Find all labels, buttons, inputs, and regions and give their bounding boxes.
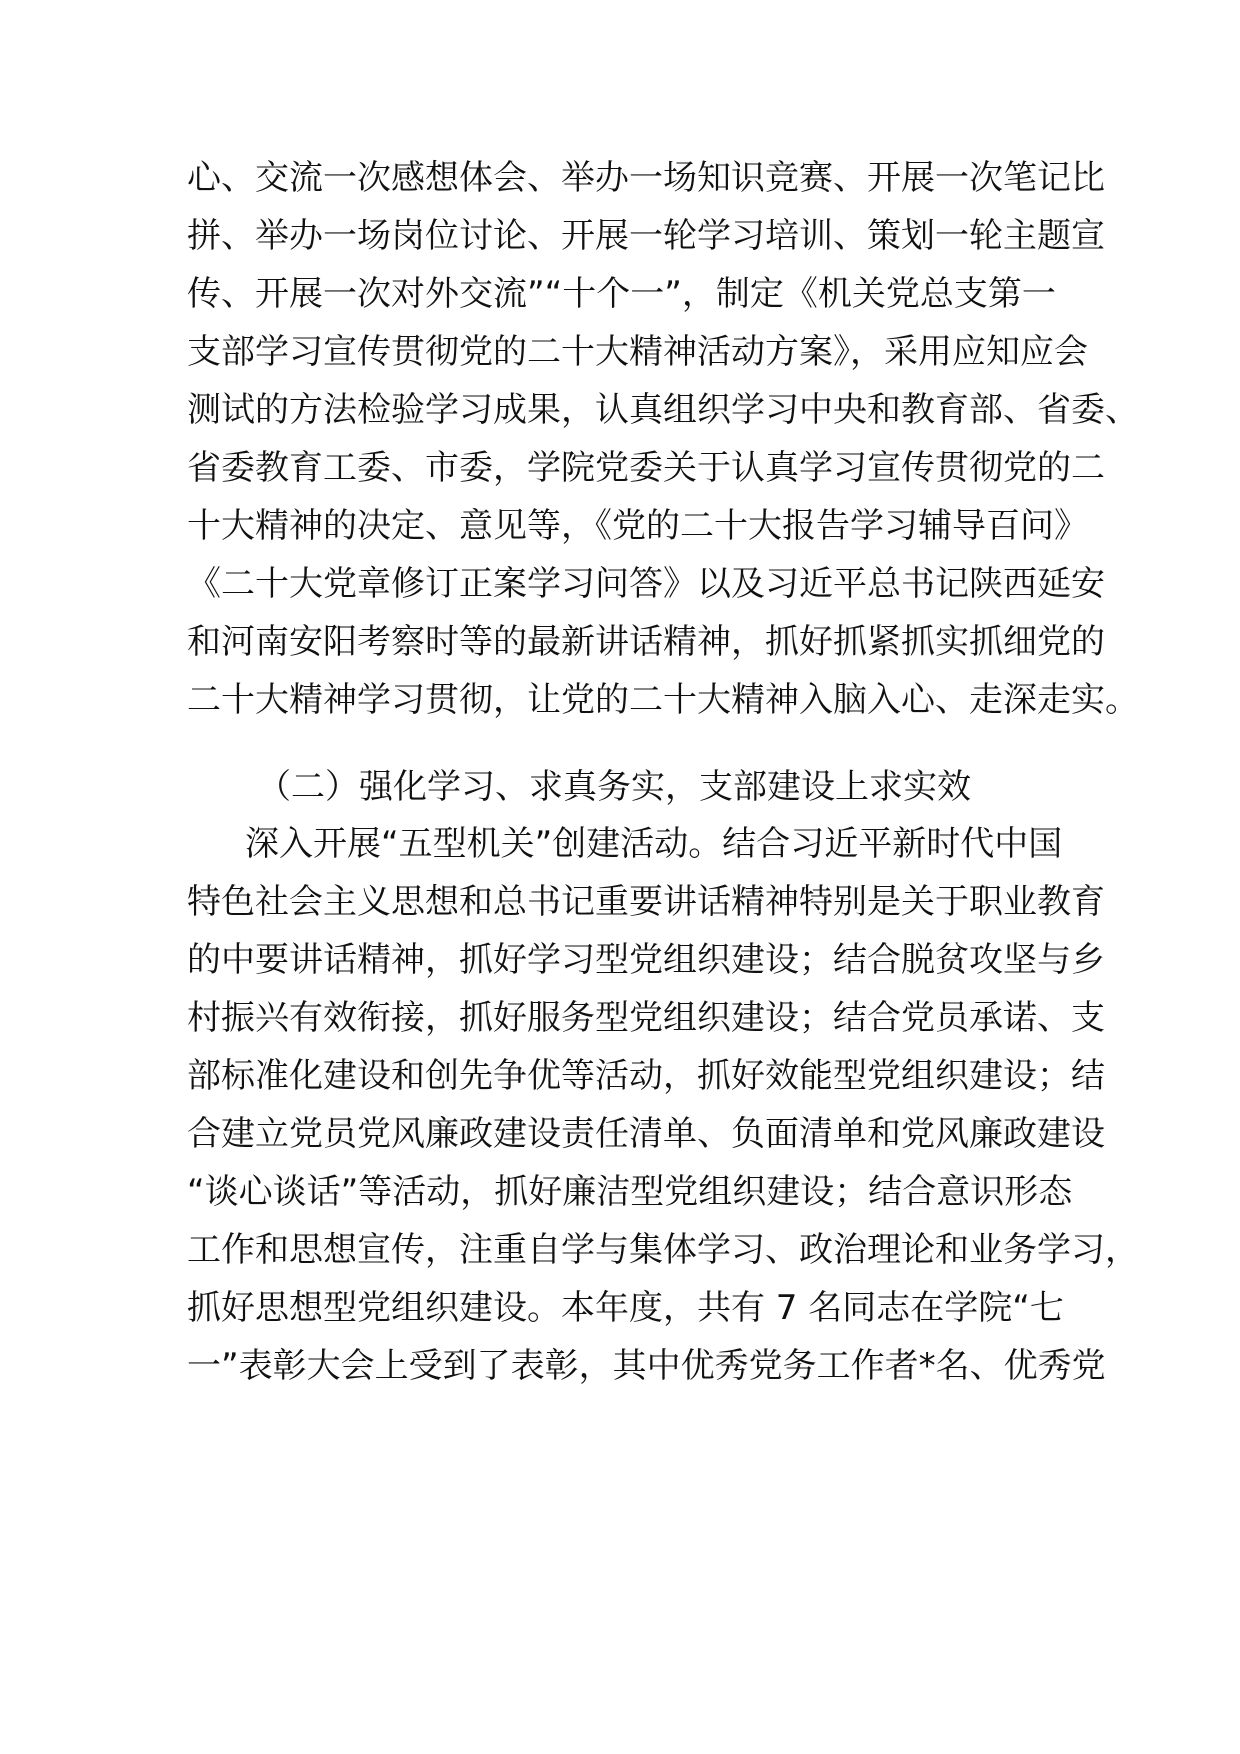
paragraph-2-line-1: 深入开展“五型机关”创建活动。结合习近平新时代中国	[245, 824, 1063, 864]
paragraph-2-line-5: 部标准化建设和创先争优等活动，抓好效能型党组织建设；结	[187, 1056, 1105, 1096]
paragraph-1-line-7: 十大精神的决定、意见等，《党的二十大报告学习辅导百问》	[187, 506, 1088, 546]
paragraph-2-line-3: 的中要讲话精神，抓好学习型党组织建设；结合脱贫攻坚与乡	[187, 940, 1105, 980]
paragraph-1-line-8: 《二十大党章修订正案学习问答》以及习近平总书记陕西延安	[187, 564, 1105, 604]
paragraph-2-line-7: “谈心谈话”等活动，抓好廉洁型党组织建设；结合意识形态	[187, 1172, 1073, 1212]
paragraph-1-line-6: 省委教育工委、市委，学院党委关于认真学习宣传贯彻党的二	[187, 448, 1105, 488]
paragraph-1-line-2: 拼、举办一场岗位讨论、开展一轮学习培训、策划一轮主题宣	[187, 216, 1105, 256]
paragraph-2-line-6: 合建立党员党风廉政建设责任清单、负面清单和党风廉政建设	[187, 1114, 1105, 1154]
paragraph-1-line-5: 测试的方法检验学习成果，认真组织学习中央和教育部、省委、	[187, 390, 1139, 430]
paragraph-2-line-9: 抓好思想型党组织建设。本年度，共有 7 名同志在学院“七	[187, 1288, 1064, 1328]
paragraph-2-line-2: 特色社会主义思想和总书记重要讲话精神特别是关于职业教育	[187, 882, 1105, 922]
paragraph-1-line-4: 支部学习宣传贯彻党的二十大精神活动方案》，采用应知应会	[187, 332, 1088, 372]
paragraph-1-line-1: 心、交流一次感想体会、举办一场知识竞赛、开展一次笔记比	[187, 158, 1105, 198]
section-heading: （二）强化学习、求真务实，支部建设上求实效	[257, 767, 971, 807]
paragraph-1-line-10: 二十大精神学习贯彻，让党的二十大精神入脑入心、走深走实。	[187, 680, 1139, 720]
paragraph-2-line-4: 村振兴有效衔接，抓好服务型党组织建设；结合党员承诺、支	[187, 998, 1105, 1038]
paragraph-2-line-10: 一”表彰大会上受到了表彰，其中优秀党务工作者*名、优秀党	[187, 1346, 1106, 1386]
paragraph-2-line-8: 工作和思想宣传，注重自学与集体学习、政治理论和业务学习，	[187, 1230, 1139, 1270]
paragraph-1-line-9: 和河南安阳考察时等的最新讲话精神，抓好抓紧抓实抓细党的	[187, 622, 1105, 662]
paragraph-1-line-3: 传、开展一次对外交流”“十个一”，制定《机关党总支第一	[187, 274, 1056, 314]
